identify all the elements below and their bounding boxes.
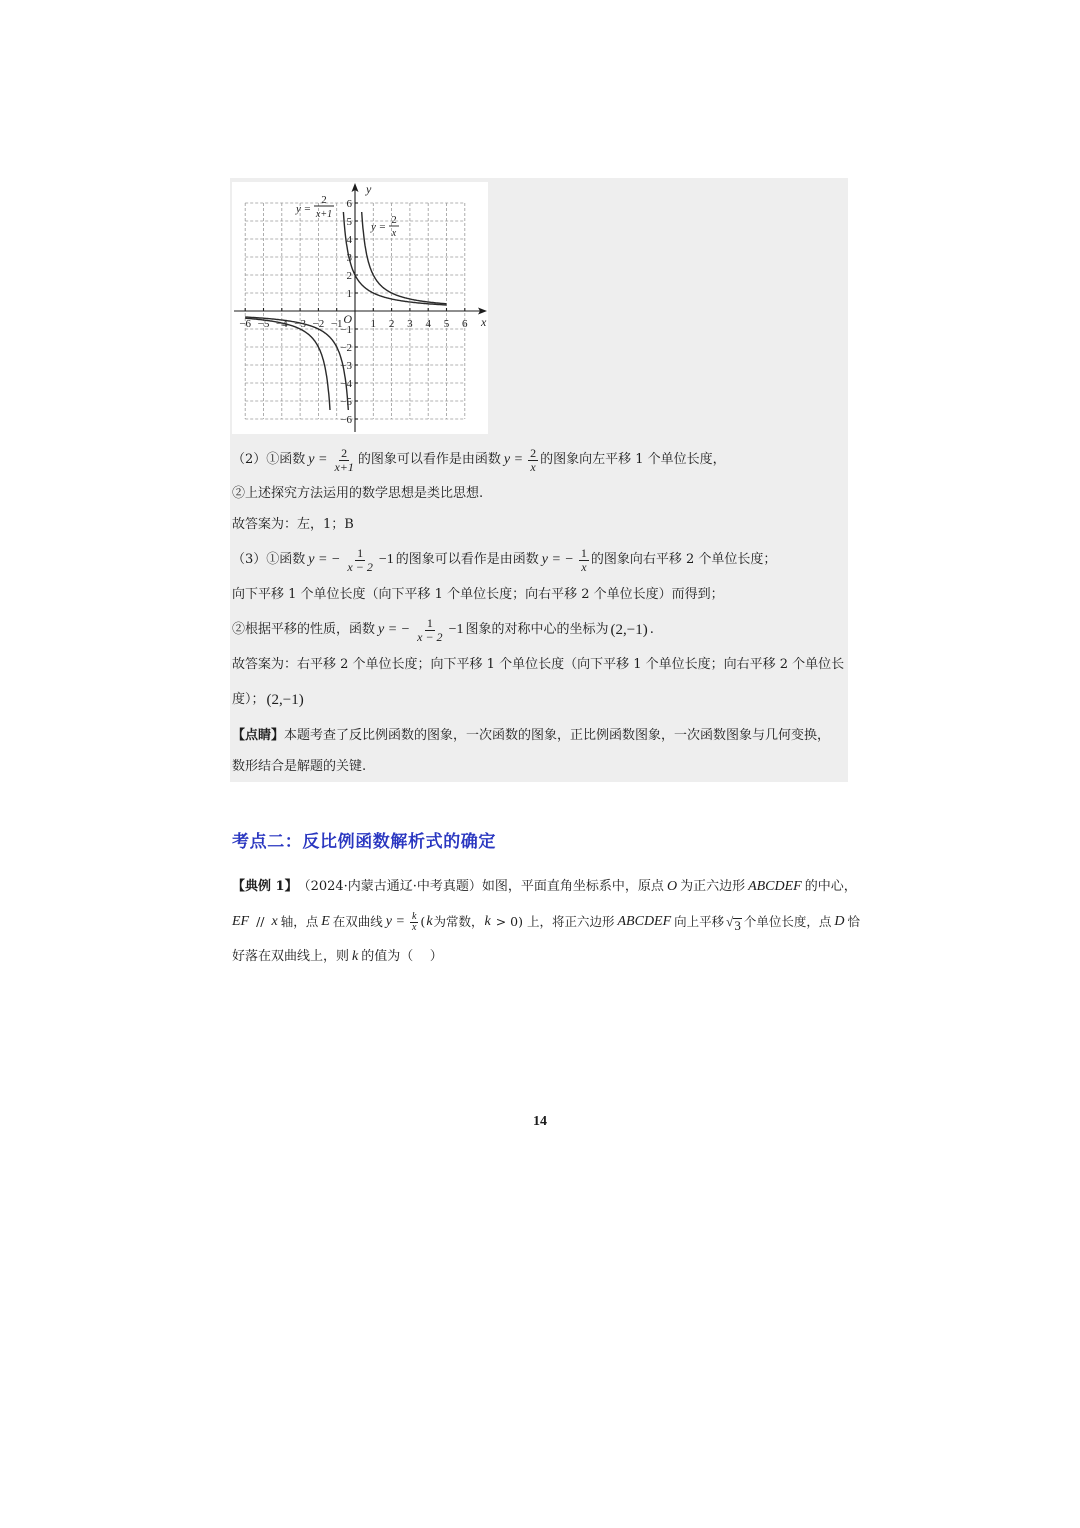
function-graph [232,182,488,434]
fraction-denominator: x − 2 [417,629,443,644]
text-segment: 为正六边形 [680,879,746,894]
curve-label-shifted [295,194,334,220]
part3-answer-line2 [232,690,306,710]
text-segment: // [252,914,269,929]
text-segment: 的图象可以看作是由函数 [395,552,539,567]
part2-answer [232,515,354,535]
math-lhs: y = [503,452,524,467]
y-tick-label: −6 [340,414,352,426]
curve-label-denominator: x+1 [315,209,333,220]
math-constant: −1 [448,622,464,637]
text-segment: 轴，点 [280,914,319,929]
math-variable: x [271,914,278,929]
text-segment: （3）①函数 [232,552,306,567]
x-tick-label: −3 [294,318,306,330]
note-line1 [232,726,830,746]
example-line1 [232,877,857,897]
square-root [726,912,742,932]
part2-line2 [232,484,483,504]
y-tick-label: 5 [346,216,352,228]
x-tick-label: 5 [443,318,450,330]
part3-line3 [232,615,654,644]
x-tick-label: −2 [312,318,325,330]
fraction-denominator: x [581,559,587,574]
math-variable: EF [232,914,250,929]
text-segment: 恰 [847,914,860,929]
math-variable: D [834,914,845,929]
text-segment: 本题考查了反比例函数的图象，一次函数的图象，正比例函数图象，一次函数图象与几何变换， [284,728,831,743]
fraction-numerator: 1 [426,615,433,630]
x-tick-label: 1 [370,318,377,330]
y-tick-label: −5 [340,396,352,408]
radicand: 3 [734,918,741,933]
coordinate: (2,−1) [266,692,304,708]
curve-label-denominator: x [391,228,397,239]
y-tick-label: −1 [340,324,352,336]
part3-answer-line1 [232,655,844,675]
text-segment: 故答案为：右平移 2 个单位长度；向下平移 1 个单位长度（向下平移 1 个单位长度；向右平移 2 个单位长 [232,657,845,672]
x-tick-label: −4 [275,318,288,330]
curve-label-base [370,214,399,239]
section-heading: 考点二：反比例函数解析式的确定 [232,832,496,852]
text-segment: 数形结合是解题的关键. [232,759,367,774]
origin-label: O [343,312,352,326]
fraction-denominator: x − 2 [347,559,373,574]
fraction-numerator: 1 [357,545,364,560]
text-segment: ②上述探究方法运用的数学思想是类比思想. [232,486,484,501]
curve-branch-left [245,318,330,410]
note-tag: 【点睛】 [232,728,285,743]
page-number: 14 [533,1114,547,1129]
fraction-numerator: k [411,910,417,922]
fraction [415,617,444,644]
curve-branch-left [245,317,348,410]
y-tick-label: 4 [346,234,352,246]
text-segment: 的图象向右平移 2 个单位长度； [590,552,777,567]
fraction [410,912,418,933]
x-tick-label: 4 [425,318,431,330]
note-line2 [232,757,366,777]
text-segment: 的值为（ ） [361,949,443,964]
text-segment: 的图象向左平移 1 个单位长度， [540,452,726,467]
example-tag: 【典例 1】 [232,879,298,894]
y-tick-label: 1 [346,288,352,300]
math-constant: −1 [378,552,394,567]
fraction-numerator: 2 [341,445,348,460]
fraction-numerator: 2 [530,445,537,460]
text-segment: （2）①函数 [232,452,306,467]
part3-line1 [232,545,777,574]
x-tick-label: −1 [330,318,343,330]
fraction [528,447,538,474]
text-segment: 向下平移 1 个单位长度（向下平移 1 个单位长度；向右平移 2 个单位长度）而得到； [232,587,724,602]
x-axis-label: x [481,315,487,329]
curve-label-numerator: 2 [321,194,327,206]
example-line2 [232,912,860,932]
text-segment: 图象的对称中心的坐标为 [465,622,609,637]
y-tick-label: 3 [346,252,352,264]
text-segment: 向上平移 [674,914,725,929]
text-segment: 好落在双曲线上，则 [232,949,350,964]
math-variable: O [666,879,678,894]
math-lhs: y = [385,914,405,929]
solution-box [230,178,848,782]
text-segment: 故答案为：左，1；B [232,517,354,532]
x-tick-label: −6 [239,318,252,330]
math-lhs: y = − [308,552,341,567]
fraction [345,547,374,574]
x-tick-label: −5 [257,318,270,330]
math-variable: ABCDEF [617,914,672,929]
radical-sign: √ [726,914,734,929]
text-segment: 的中心， [804,879,857,894]
graph-canvas [232,182,488,434]
axes [234,183,487,432]
math-variable: ABCDEF [748,879,802,894]
fraction-numerator: 1 [580,545,587,560]
x-tick-label: 6 [462,318,468,330]
text-segment: ②根据平移的性质，函数 [232,622,376,637]
y-tick-label: −2 [340,342,352,354]
example-line3 [232,947,443,967]
text-segment: 个单位长度，点 [743,914,832,929]
text-segment: （2024·内蒙古通辽·中考真题）如图，平面直角坐标系中，原点 [297,879,664,894]
x-tick-label: 3 [407,318,413,330]
math-variable: k [352,949,359,964]
math-variable: E [321,914,330,929]
text-segment: 在双曲线 [332,914,383,929]
y-tick-label: 2 [346,270,352,282]
curve-label-lhs: y = [371,221,387,233]
part3-line2 [232,585,724,605]
tick-labels [239,198,468,426]
math-lhs: y = [308,452,328,467]
math-variable: k [484,914,491,929]
text-segment: 的图象可以看作是由函数 [357,452,501,467]
text-segment: ( [420,914,426,929]
text-segment: . [649,622,654,637]
text-segment: 为常数， [433,914,484,929]
coordinate: (2,−1) [610,622,648,638]
part2-line1 [232,445,726,474]
y-axis-label: y [366,182,372,196]
text-segment: > 0) 上，将正六边形 [491,914,615,929]
fraction-denominator: x [530,459,536,474]
fraction [579,547,589,574]
math-variable: k [426,914,433,929]
fraction-denominator: x+1 [334,459,354,474]
y-tick-label: −3 [340,360,352,372]
math-lhs: y = − [541,552,574,567]
fraction-denominator: x [411,921,417,933]
math-lhs: y = − [378,622,411,637]
text-segment: 度）； [232,692,265,707]
curve-label-lhs: y = [296,203,312,215]
y-tick-label: 6 [346,198,352,210]
y-tick-label: −4 [340,378,352,390]
x-tick-label: 2 [388,318,395,330]
fraction [332,447,355,474]
curve-label-numerator: 2 [391,214,397,226]
